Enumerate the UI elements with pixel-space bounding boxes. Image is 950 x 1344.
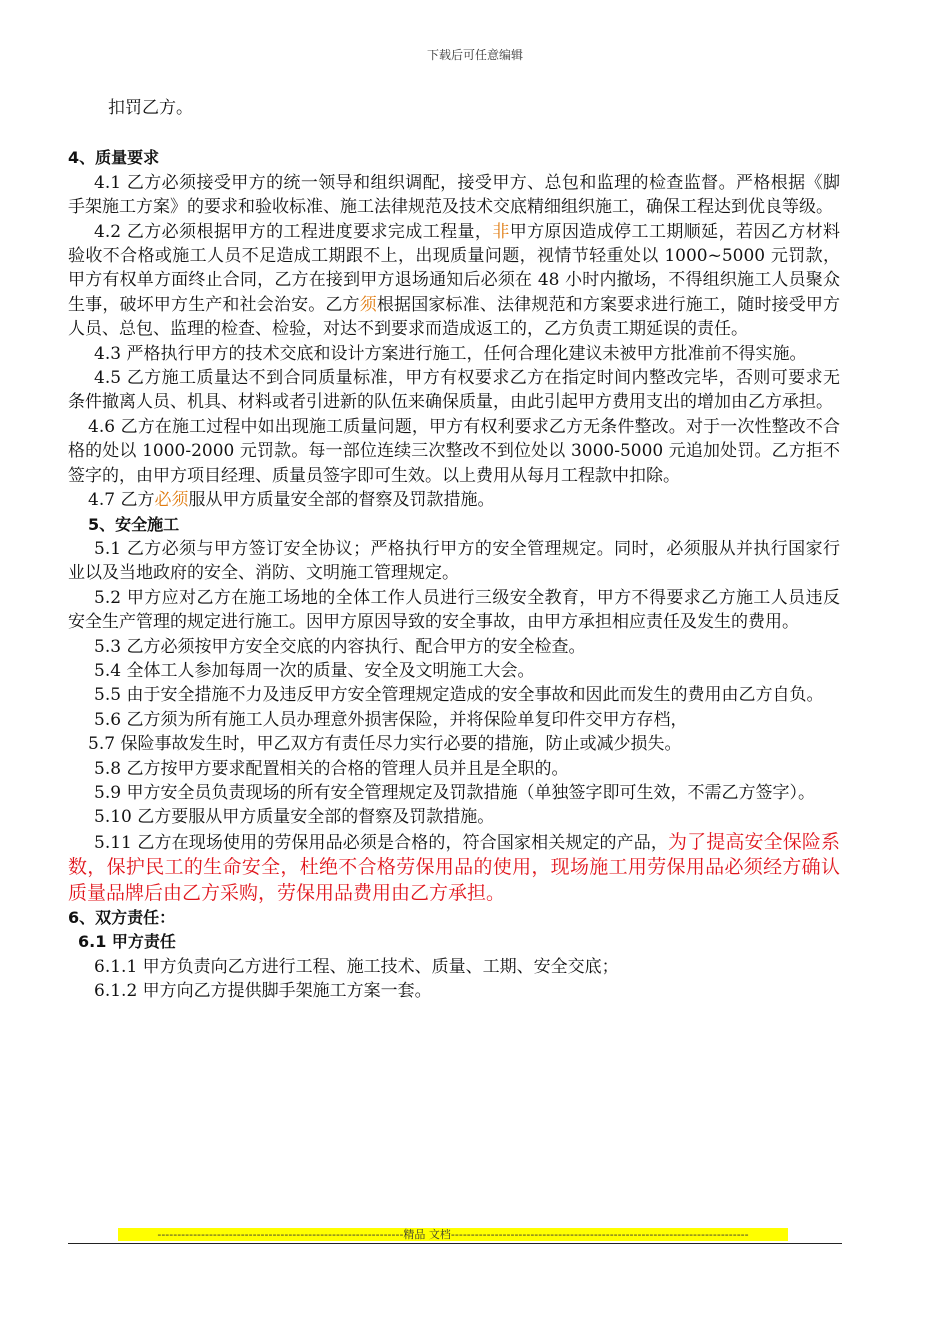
paragraph-5-1: 5.1 乙方必须与甲方签订安全协议；严格执行甲方的安全管理规定。同时，必须服从并执行国家行业以及当地政府的安全、消防、文明施工管理规定。 [68, 538, 840, 584]
paragraph-4-7-part-a: 4.7 乙方 [88, 490, 155, 511]
paragraph-5-7: 5.7 保险事故发生时，甲乙双方有责任尽力实行必要的措施，防止或减少损失。 [88, 734, 682, 755]
heading-mutual-responsibilities: 6、双方责任： [68, 908, 176, 927]
highlight-red-safety-note: 为了提高安全保险系数，保护民工的生命安全，杜绝不合格劳保用品的使用，现场施工用劳保用品必须经方确认质量品牌后由乙方采购，劳保用品费用由乙方承担。 [68, 830, 840, 904]
paragraph-5-11-part-a: 5.11 乙方在现场使用的劳保用品必须是合格的，符合国家相关规定的产品， [94, 832, 669, 853]
paragraph-4-3: 4.3 严格执行甲方的技术交底和设计方案进行施工，任何合理化建议未被甲方批准前不得实施。 [94, 343, 807, 364]
paragraph-4-5: 4.5 乙方施工质量达不到合同质量标准，甲方有权要求乙方在指定时间内整改完毕，否则可要求无条件撤离人员、机具、材料或者引进新的队伍来确保质量，由此引起甲方费用支出的增加由乙方承担。 [68, 368, 840, 413]
paragraph-4-7 [68, 488, 840, 512]
heading-quality-requirements: 4、质量要求 [68, 148, 160, 168]
paragraph-5-8: 5.8 乙方按甲方要求配置相关的合格的管理人员并且是全职的。 [94, 758, 569, 779]
heading-party-a-responsibilities: 6.1 甲方责任 [78, 932, 176, 952]
highlight-xu: 须 [359, 294, 377, 315]
footer-watermark-bar: --------------------------------------------------------------精品 文档--------------------------------------------------------------------------- [118, 1228, 788, 1241]
paragraph-4-2 [68, 220, 840, 342]
paragraph-6-1-2: 6.1.2 甲方向乙方提供脚手架施工方案一套。 [94, 981, 432, 1002]
paragraph-6-1-1: 6.1.1 甲方负责向乙方进行工程、施工技术、质量、工期、安全交底； [94, 956, 619, 977]
paragraph-4-2-part-a: 4.2 乙方必须根据甲方的工程进度要求完成工程量， [94, 221, 493, 242]
paragraph-5-6: 5.6 乙方须为所有施工人员办理意外损害保险，并将保险单复印件交甲方存档， [94, 709, 688, 730]
document-body [68, 96, 840, 1004]
highlight-bixu: 必须 [154, 490, 189, 511]
paragraph-4-6: 4.6 乙方在施工过程中如出现施工质量问题，甲方有权利要求乙方无条件整改。对于一次性整改不合格的处以 1000-2000 元罚款。每一部位连续三次整改不到位处以 3000-5000 元追加处罚。乙方拒不签字的，由甲方项目经理、质量员签字即可生效。以上费用从每月工程款中扣除。 [68, 416, 841, 486]
paragraph-4-2-part-e: 根据国家标准、法律规范和方案要求进行施工，随时接受甲方人员、总包、监理的检查、检验，对达不到要求而造成返工的，乙方负责工期延误的责任。 [68, 294, 841, 340]
paragraph-5-3: 5.3 乙方必须按甲方安全交底的内容执行、配合甲方的安全检查。 [94, 636, 586, 657]
paragraph-5-4: 5.4 全体工人参加每周一次的质量、安全及文明施工大会。 [94, 660, 535, 681]
page-header: 下载后可任意编辑 [426, 48, 523, 62]
paragraph-5-10: 5.10 乙方要服从甲方质量安全部的督察及罚款措施。 [94, 807, 495, 828]
paragraph-5-5: 5.5 由于安全措施不力及违反甲方安全管理规定造成的安全事故和因此而发生的费用由乙方自负。 [94, 685, 824, 706]
blank-line [68, 120, 840, 146]
paragraph-5-9: 5.9 甲方安全员负责现场的所有安全管理规定及罚款措施（单独签字即可生效，不需乙方签字）。 [94, 782, 815, 803]
paragraph-penalty-tail: 扣罚乙方。 [108, 98, 193, 118]
highlight-fei: 非 [492, 221, 510, 242]
paragraph-4-7-part-c: 服从甲方质量安全部的督察及罚款措施。 [188, 490, 495, 511]
paragraph-5-11 [68, 830, 840, 906]
paragraph-5-2: 5.2 甲方应对乙方在施工场地的全体工作人员进行三级安全教育，甲方不得要求乙方施工人员违反安全生产管理的规定进行施工。因甲方原因导致的安全事故，由甲方承担相应责任及发生的费用。 [68, 587, 840, 633]
paragraph-4-2-part-c: 甲方原因造成停工工期顺延，若因乙方材料验收不合格或施工人员不足造成工期跟不上，出现质量问题，视情节轻重处以 1000~5000 元罚款，甲方有权单方面终止合同，乙方在接到甲方退场通知后必须在 48 小时内撤场，不得组织施工人员聚众生事，破坏甲方生产和社会治安。乙方 [68, 221, 840, 315]
footer-divider [68, 1243, 842, 1244]
paragraph-4-1: 4.1 乙方必须接受甲方的统一领导和组织调配，接受甲方、总包和监理的检查监督。严格根据《脚手架施工方案》的要求和验收标准、施工法律规范及技术交底精细组织施工，确保工程达到优良等级。 [68, 172, 840, 218]
heading-safety-construction: 5、安全施工 [88, 514, 180, 534]
